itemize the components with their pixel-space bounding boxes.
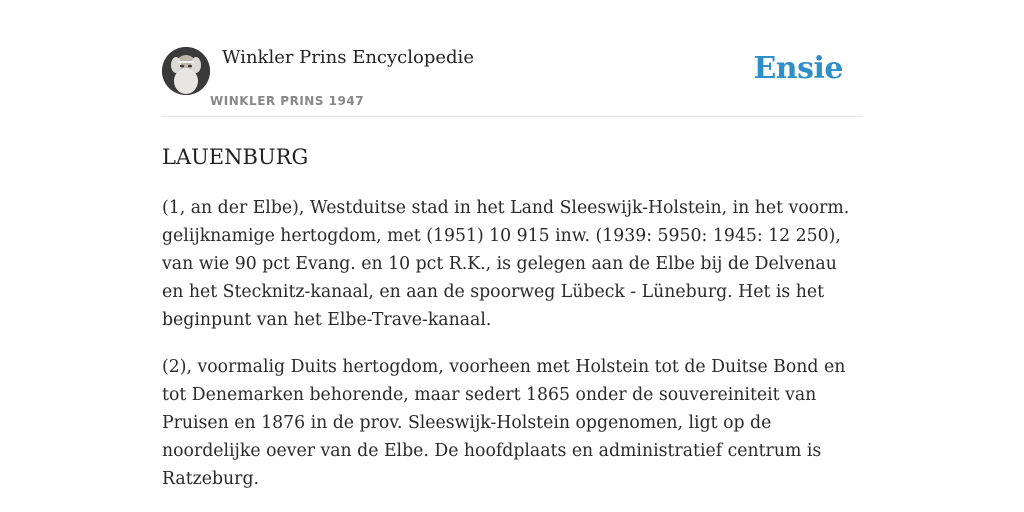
page-title: LAUENBURG (162, 145, 309, 169)
author-avatar[interactable] (162, 47, 210, 95)
article-paragraph: (1, an der Elbe), Westduitse stad in het Land Sleeswijk-Holstein, in het voorm. gelijknamige hertogdom, met (1951) 10 915 inw. (1939: 5950: 1945: 12 250), van wie 90 pct Evang. en 10 pct R.K., is gelegen aan de Elbe bij de Delvenau en het Stecknitz-kanaal, en aan de spoorweg Lübeck - Lüneburg. Het is het beginpunt van het Elbe-Trave-kanaal. (162, 198, 850, 330)
source-title-link[interactable]: Winkler Prins Encyclopedie (222, 47, 474, 68)
page-container (162, 0, 862, 493)
source-header (162, 0, 862, 117)
ensie-logo[interactable]: Ensie (753, 51, 843, 86)
source-subtitle-link[interactable]: WINKLER PRINS 1947 (210, 94, 365, 108)
portrait-image (162, 47, 210, 95)
article-paragraph: (2), voormalig Duits hertogdom, voorheen met Holstein tot de Duitse Bond en tot Denemarken behorende, maar sedert 1865 onder de souvereiniteit van Pruisen en 1876 in de prov. Sleeswijk-Holstein opgenomen, ligt op de noordelijke oever van de Elbe. De hoofdplaats en administratief centrum is Ratzeburg. (162, 357, 846, 489)
